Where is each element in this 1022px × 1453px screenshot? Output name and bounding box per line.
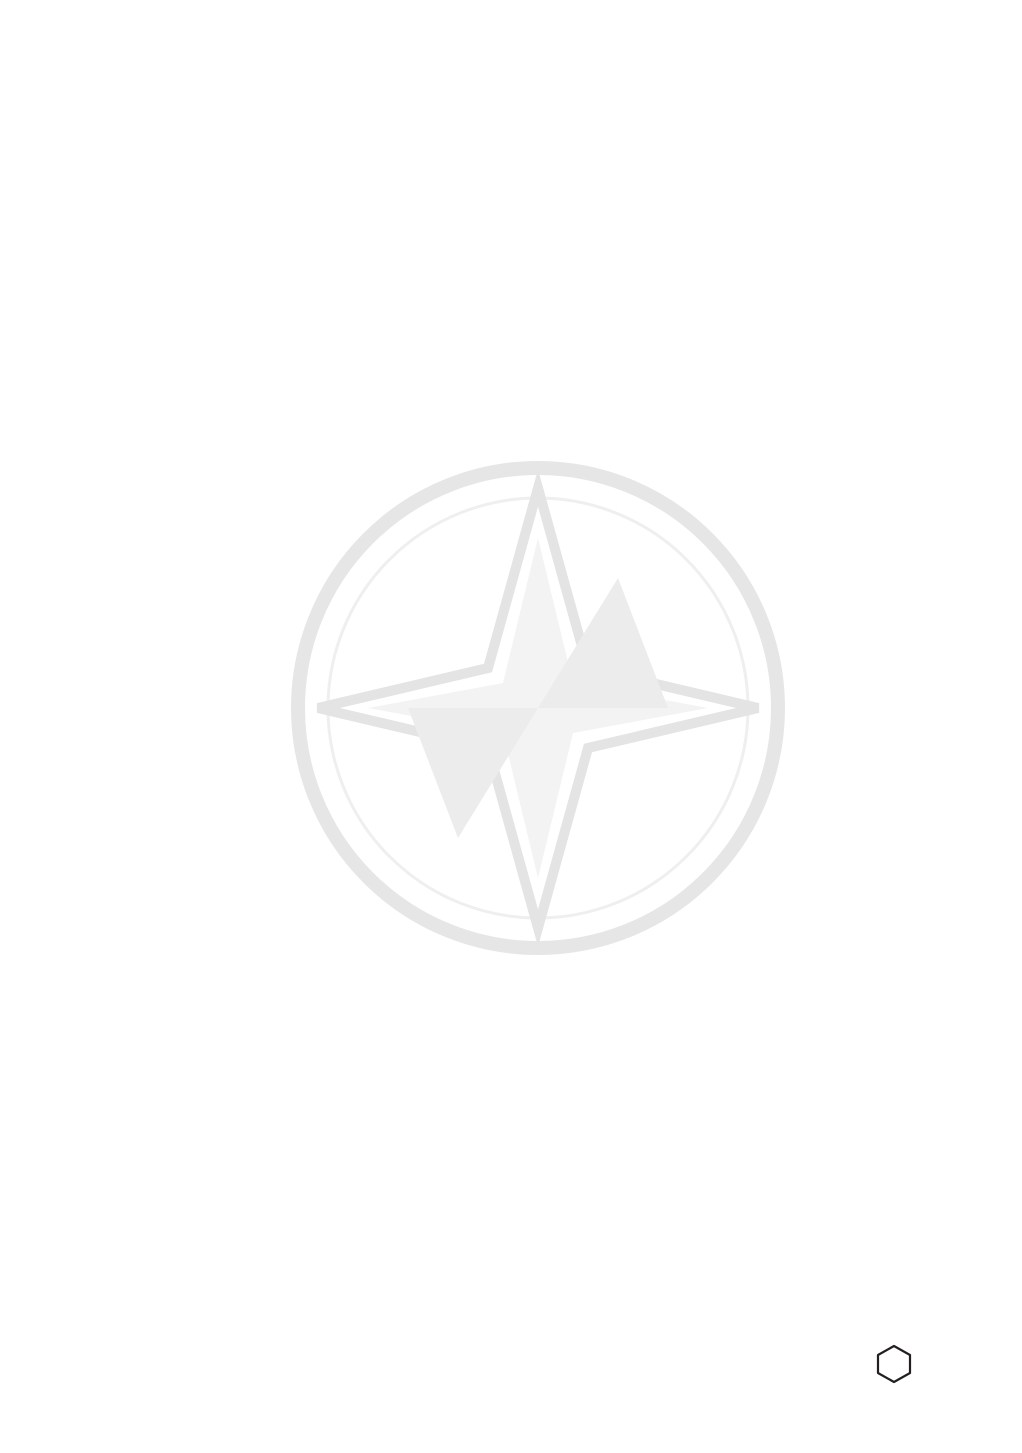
page-number-badge xyxy=(874,1344,914,1384)
compass-star-watermark-icon xyxy=(288,458,788,958)
page-content xyxy=(87,128,916,136)
page-number xyxy=(874,1344,914,1384)
